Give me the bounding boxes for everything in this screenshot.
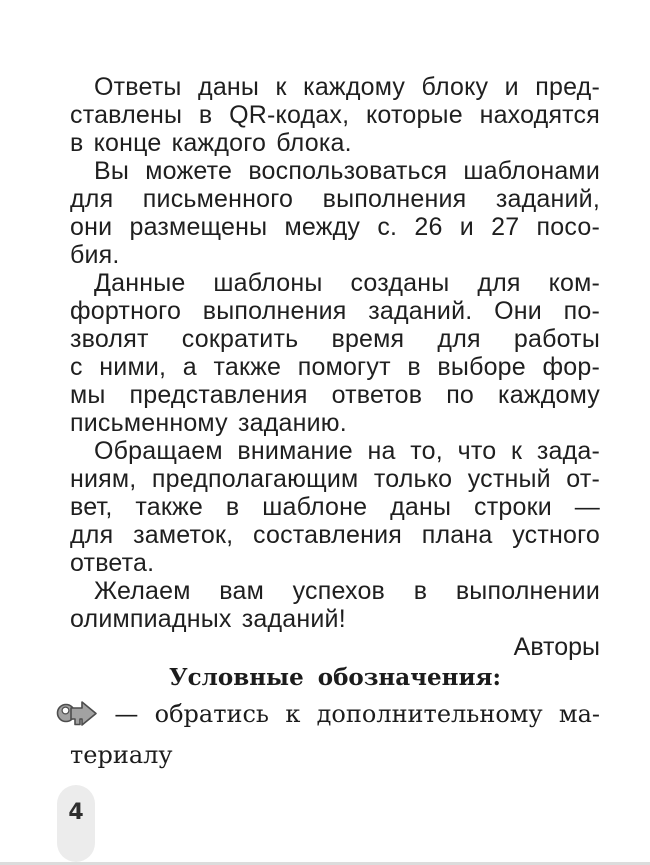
text-line: Вы можете воспользоваться шаблонами — [94, 157, 600, 185]
text-line: Обращаем внимание на то, что к зада- — [94, 437, 600, 465]
legend-heading: Условные обозначения: — [168, 664, 502, 691]
text-line: мы представления ответов по каждому — [70, 381, 600, 409]
legend-text-line2: териалу — [70, 741, 173, 769]
text-line: для заметок, составления плана устного — [70, 521, 600, 549]
text-line: с ними, а также помогут в выборе фор- — [70, 353, 600, 381]
text-line: Желаем вам успехов в выполнении — [94, 577, 600, 605]
text-line: ставлены в QR-кодах, которые находятся — [70, 101, 600, 129]
text-line: ответа. — [70, 549, 155, 577]
text-line: вет, также в шаблоне даны строки — — [70, 493, 600, 521]
text-line: Данные шаблоны созданы для ком- — [94, 269, 600, 297]
text-line: фортного выполнения заданий. Они по- — [70, 297, 600, 325]
paragraph — [70, 157, 600, 269]
text-line: они размещены между с. 26 и 27 посо- — [70, 213, 600, 241]
text-line: в конце каждого блока. — [70, 129, 352, 157]
paragraph — [70, 437, 600, 577]
body-paragraphs — [70, 73, 600, 633]
legend-text-line1: — обратись к дополнительному ма- — [114, 700, 600, 728]
text-line: ниям, предполагающим только устный от- — [70, 465, 600, 493]
paragraph — [70, 577, 600, 633]
text-line: письменному заданию. — [70, 409, 347, 437]
text-line: бия. — [70, 241, 120, 269]
page-number-badge — [57, 785, 95, 862]
legend-entry — [56, 697, 600, 739]
paragraph — [70, 269, 600, 437]
paragraph — [70, 73, 600, 157]
authors-signature: Авторы — [513, 633, 600, 661]
text-line: для письменного выполнения заданий, — [70, 185, 600, 213]
key-arrow-icon — [56, 697, 98, 739]
text-line: зволят сократить время для работы — [70, 325, 600, 353]
text-line: олимпиадных заданий! — [70, 605, 346, 633]
page-number: 4 — [68, 800, 84, 825]
text-line: Ответы даны к каждому блоку и пред- — [94, 73, 600, 101]
text-column — [70, 73, 600, 772]
